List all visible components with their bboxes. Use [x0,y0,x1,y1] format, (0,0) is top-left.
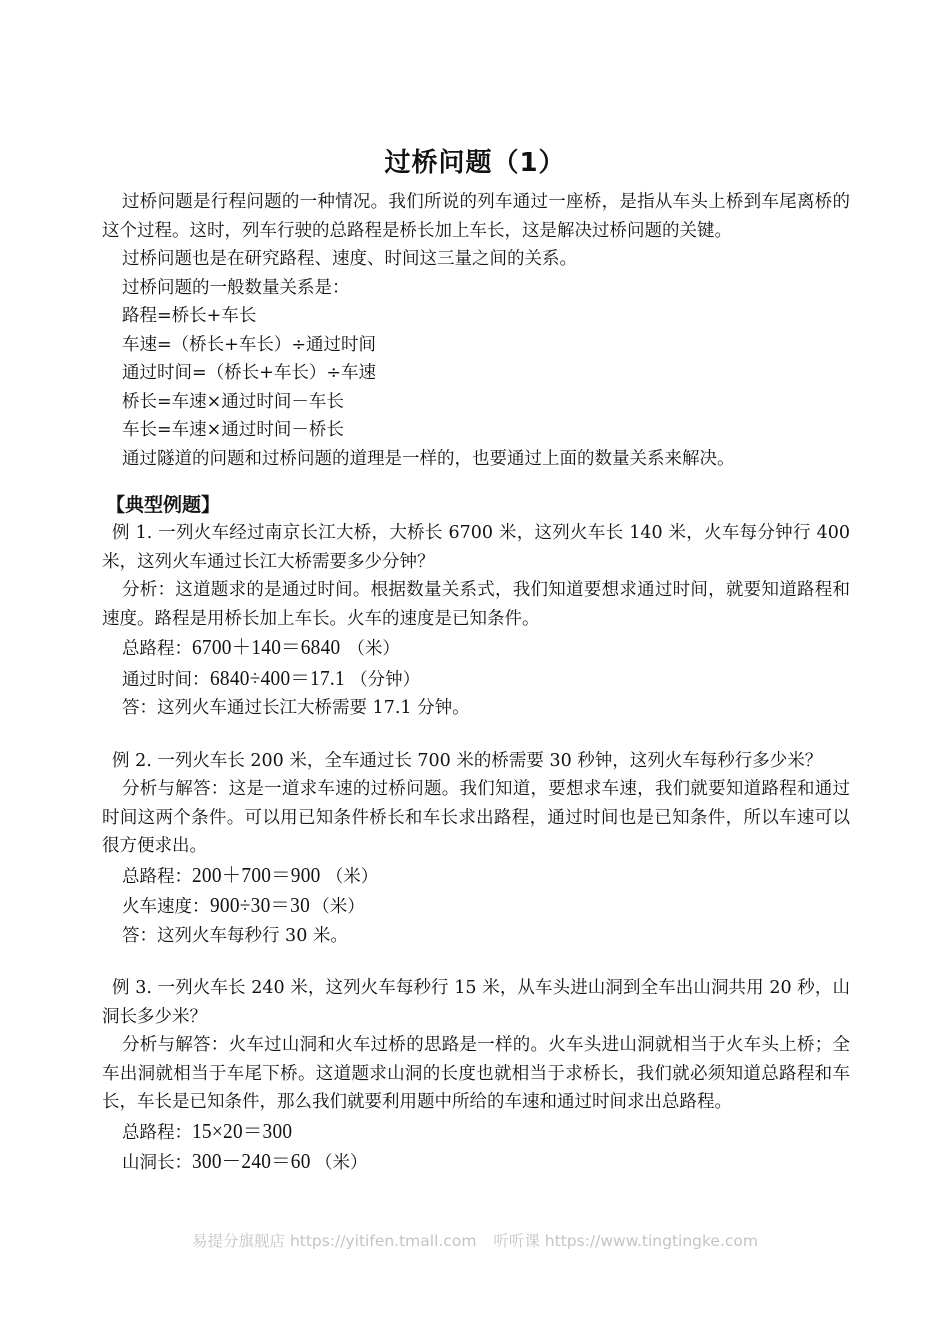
step-label: 总路程： [122,866,192,887]
footer-watermark [0,1229,950,1251]
intro-paragraph-1: 过桥问题是行程问题的一种情况。我们所说的列车通过一座桥，是指从车头上桥到车尾离桥的这个过程。这时，列车行驶的总路程是桥长加上车长，这是解决过桥问题的关键。 [102,192,850,241]
step-unit: （米） [325,866,379,887]
example-2-analysis: 分析与解答：这是一道求车速的过桥问题。我们知道，要想求车速，我们就要知道路程和通过时间这两个条件。可以用已知条件桥长和车长求出路程，通过时间也是已知条件，所以车速可以很方便求出。 [102,779,850,856]
example-1-answer: 答：这列火车通过长江大桥需要 17.1 分钟。 [122,698,470,718]
step-unit: （米） [315,1153,368,1173]
step-unit: （米） [347,639,400,659]
formula-line: 路程=桥长+车长 [122,306,257,326]
intro-paragraph-2: 过桥问题也是在研究路程、速度、时间这三量之间的关系。 [122,249,577,269]
example-2-step-2 [102,891,850,922]
example-3-question: 例 3. 一列火车长 240 米，这列火车每秒行 15 米，从车头进山洞到全车出山洞共用 20 秒，山洞长多少米？ [102,978,850,1027]
step-expression: 6840÷400＝17.1 [209,665,345,690]
intro-paragraph-4: 通过隧道的问题和过桥问题的道理是一样的，也要通过上面的数量关系来解决。 [122,448,735,469]
step-unit: （分钟） [350,669,421,690]
step-label: 总路程： [122,1122,192,1143]
formula-line: 桥长=车速×通过时间－车长 [122,391,344,412]
example-3-step-2 [102,1147,850,1178]
section-heading: 【典型例题】 [106,494,221,516]
step-label: 总路程： [122,639,192,659]
spacer [102,950,850,974]
spacer [102,723,850,747]
formula-line: 通过时间=（桥长+车长）÷车速 [122,363,376,383]
formula-line: 车速=（桥长+车长）÷通过时间 [122,334,376,355]
document-body [102,188,850,1178]
example-1-question: 例 1. 一列火车经过南京长江大桥，大桥长 6700 米，这列火车长 140 米，火车每分钟行 400 米，这列火车通过长江大桥需要多少分钟？ [102,523,850,572]
example-2-answer: 答：这列火车每秒行 30 米。 [122,925,348,946]
step-label: 山洞长： [122,1153,192,1173]
example-1-analysis: 分析：这道题求的是通过时间。根据数量关系式，我们知道要想求通过时间，就要知道路程和速度。路程是用桥长加上车长。火车的速度是已知条件。 [102,580,850,629]
step-expression: 6700＋140＝6840 [192,635,341,659]
step-expression: 15×20＝300 [192,1118,293,1143]
intro-paragraph-3: 过桥问题的一般数量关系是： [122,277,350,298]
example-1-step-1 [102,633,850,664]
example-3-analysis: 分析与解答：火车过山洞和火车过桥的思路是一样的。火车头进山洞就相当于火车头上桥；全车出洞就相当于车尾下桥。这道题求山洞的长度也就相当于求桥长，我们就必须知道总路程和车长，车长是已知条件，那么我们就要利用题中所给的车速和通过时间求出总路程。 [102,1035,850,1112]
formula-line: 车长=车速×通过时间－桥长 [122,420,344,440]
step-expression: 200＋700＝900 [192,862,321,887]
watermark-link-tingtingke[interactable]: 听听课 https://www.tingtingke.com [493,1232,758,1250]
page-title: 过桥问题（1） [384,148,566,178]
step-expression: 900÷30＝30 [209,893,310,917]
example-2-question: 例 2. 一列火车长 200 米，全车通过长 700 米的桥需要 30 秒钟，这列火车每秒行多少米？ [112,750,823,771]
example-3-step-1 [102,1117,850,1148]
watermark-link-yitifen[interactable]: 易提分旗舰店 https://yitifen.tmall.com [192,1232,477,1250]
step-expression: 300－240＝60 [192,1149,311,1173]
step-label: 火车速度： [122,897,210,917]
example-1-step-2 [102,664,850,695]
example-2-step-1 [102,861,850,892]
step-label: 通过时间： [122,669,210,690]
step-unit: （米） [312,897,365,917]
